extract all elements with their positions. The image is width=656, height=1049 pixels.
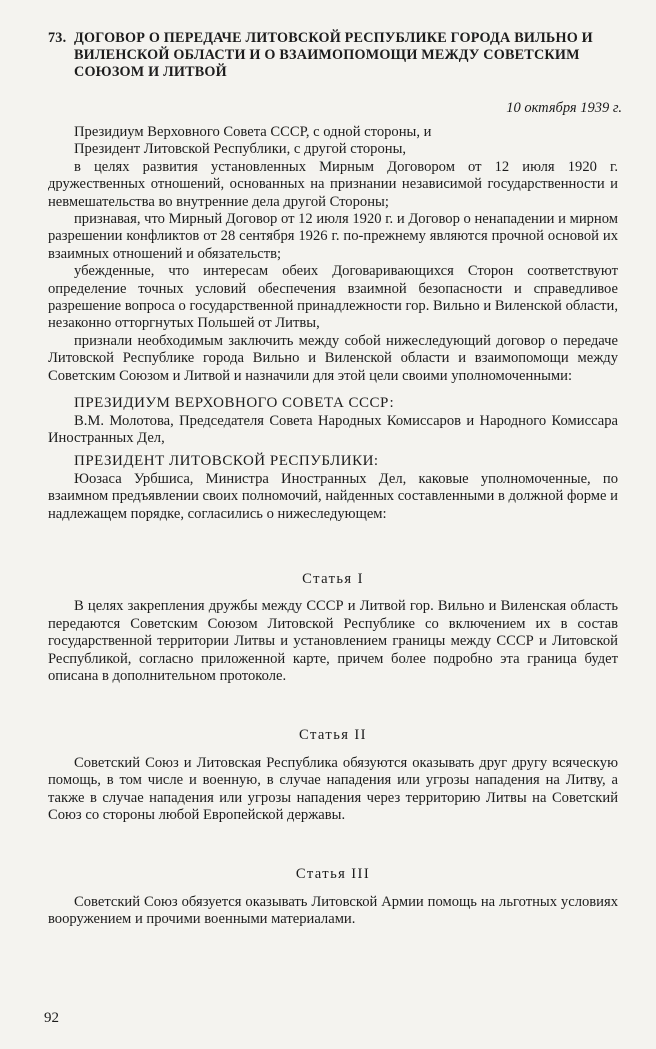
article-3-text: Советский Союз обязуется оказывать Литовской Армии помощь на льготных условиях вооружением и прочими военными материалами. [48,893,618,928]
document-number: 73. [48,30,67,46]
document-body [48,124,618,929]
lithuania-plenipotentiary-heading: ПРЕЗИДЕНТ ЛИТОВСКОЙ РЕСПУБЛИКИ: [74,453,379,470]
preamble-paragraph: Президент Литовской Республики, с другой стороны, [74,141,407,158]
preamble-paragraph: Президиум Верховного Совета СССР, с одной стороны, и [74,124,432,140]
preamble-paragraph: в целях развития установленных Мирным Договором от 12 июля 1920 г. дружественных отношений, основанных на признании независимой государственности и невмешательства во внутренние дела другой Стороны; [48,158,618,210]
article-3-title: Статья III [295,866,371,883]
article-1-title: Статья I [302,570,364,587]
document-heading [48,30,628,81]
article-1-text: В целях закрепления дружбы между СССР и Литвой гор. Вильно и Виленская область передаются Советским Союзом Литовской Республике со включением их в состав государственной территории Литвы и установлением границы между СССР и Литовской Республикой, согласно приложенной карте, причем более подробно эта граница будет описана в дополнительном протоколе. [48,598,618,684]
document-title: ДОГОВОР О ПЕРЕДАЧЕ ЛИТОВСКОЙ РЕСПУБЛИКЕ ГОРОДА ВИЛЬНО И ВИЛЕНСКОЙ ОБЛАСТИ И О ВЗАИМОПОМОЩИ МЕЖДУ СОВЕТСКИМ СОЮЗОМ И ЛИТВОЙ [74,30,593,80]
preamble-paragraph: убежденные, что интересам обеих Договаривающихся Сторон соответствуют определение точных условий обеспечения взаимной безопасности и справедливое разрешение вопроса о государственной принадлежности гор. Вильно и Виленской области, незаконно отторгнутых Польшей от Литвы, [48,263,618,332]
lithuania-plenipotentiary-text: Юозаса Урбшиса, Министра Иностранных Дел, каковые уполномоченные, по взаимном предъявлении своих полномочий, найденных составленными в должной форме и надлежащем порядке, согласились о нижеследующем: [48,470,618,522]
document-date: 10 октября 1939 г. [506,100,622,116]
article-2-text: Советский Союз и Литовская Республика обязуются оказывать друг другу всяческую помощь, в том числе и военную, в случае нападения или угрозы нападения на Литву, а также в случае нападения или угрозы нападения через территорию Литвы на Советский Союз со стороны любой Европейской державы. [48,754,618,823]
article-2-title: Статья II [299,727,367,744]
ussr-plenipotentiary-text: В.М. Молотова, Председателя Совета Народных Комиссаров и Народного Комиссара Иностранных Дел, [48,412,618,446]
ussr-plenipotentiary-heading: ПРЕЗИДИУМ ВЕРХОВНОГО СОВЕТА СССР: [74,395,395,412]
preamble-paragraph: признавая, что Мирный Договор от 12 июля 1920 г. и Договор о ненападении и мирном разрешении конфликтов от 28 сентября 1926 г. по-прежнему являются прочной основой их взаимных отношений и обязательств; [48,211,618,262]
preamble-paragraph: признали необходимым заключить между собой нижеследующий договор о передаче Литовской Республике города Вильно и Виленской области и взаимопомощи между Советским Союзом и Литвой и назначили для этой цели своими уполномоченными: [48,332,618,384]
page-number: 92 [44,1010,59,1026]
